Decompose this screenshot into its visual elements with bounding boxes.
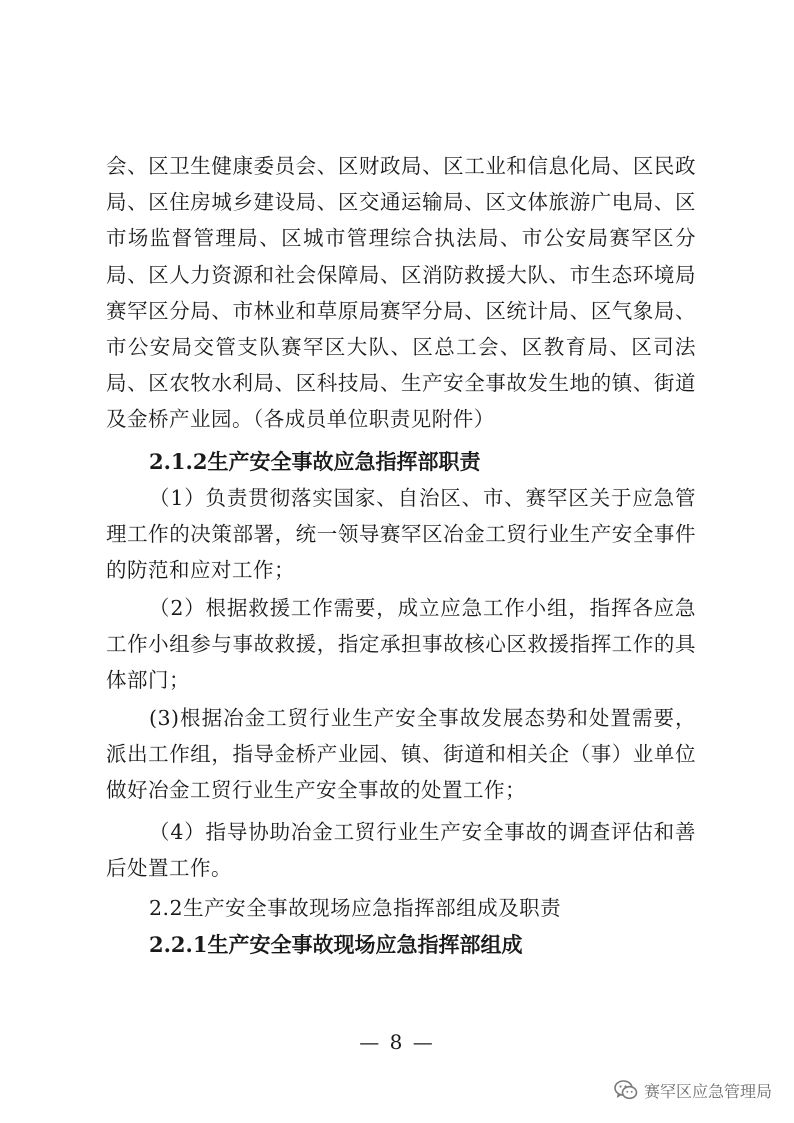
watermark	[614, 1076, 772, 1104]
list-item-3: (3)根据冶金工贸行业生产安全事故发展态势和处置需要，派出工作组，指导金桥产业园、镇、街道和相关企（事）业单位做好冶金工贸行业生产安全事故的处置工作；	[106, 706, 696, 803]
paragraph-member-units: 会、区卫生健康委员会、区财政局、区工业和信息化局、区民政局、区住房城乡建设局、区交通运输局、区文体旅游广电局、区市场监督管理局、区城市管理综合执法局、市公安局赛罕区分局、区人力资源和社会保障局、区消防救援大队、市生态环境局赛罕区分局、市林业和草原局赛罕分局、区统计局、区气象局、市公安局交管支队赛罕区大队、区总工会、区教育局、区司法局、区农牧水利局、区科技局、生产安全事故发生地的镇、街道及金桥产业园。（各成员单位职责见附件）	[106, 154, 696, 432]
heading-2-2-1: 2.2.1生产安全事故现场应急指挥部组成	[149, 932, 523, 957]
watermark-account-name: 赛罕区应急管理局	[643, 1081, 772, 1101]
wechat-icon	[614, 1079, 638, 1101]
list-item-1: （1）负责贯彻落实国家、自治区、市、赛罕区关于应急管理工作的决策部署，统一领导赛罕区冶金工贸行业生产安全事件的防范和应对工作；	[106, 486, 696, 583]
list-item-2: （2）根据救援工作需要，成立应急工作小组，指挥各应急工作小组参与事故救援，指定承担事故核心区救援指挥工作的具体部门；	[106, 596, 696, 693]
page-number: — 8 —	[359, 1030, 435, 1054]
heading-2-1-2: 2.1.2生产安全事故应急指挥部职责	[149, 449, 481, 474]
heading-2-2: 2.2生产安全事故现场应急指挥部组成及职责	[149, 896, 562, 920]
list-item-4: （4）指导协助冶金工贸行业生产安全事故的调查评估和善后处置工作。	[106, 820, 696, 881]
